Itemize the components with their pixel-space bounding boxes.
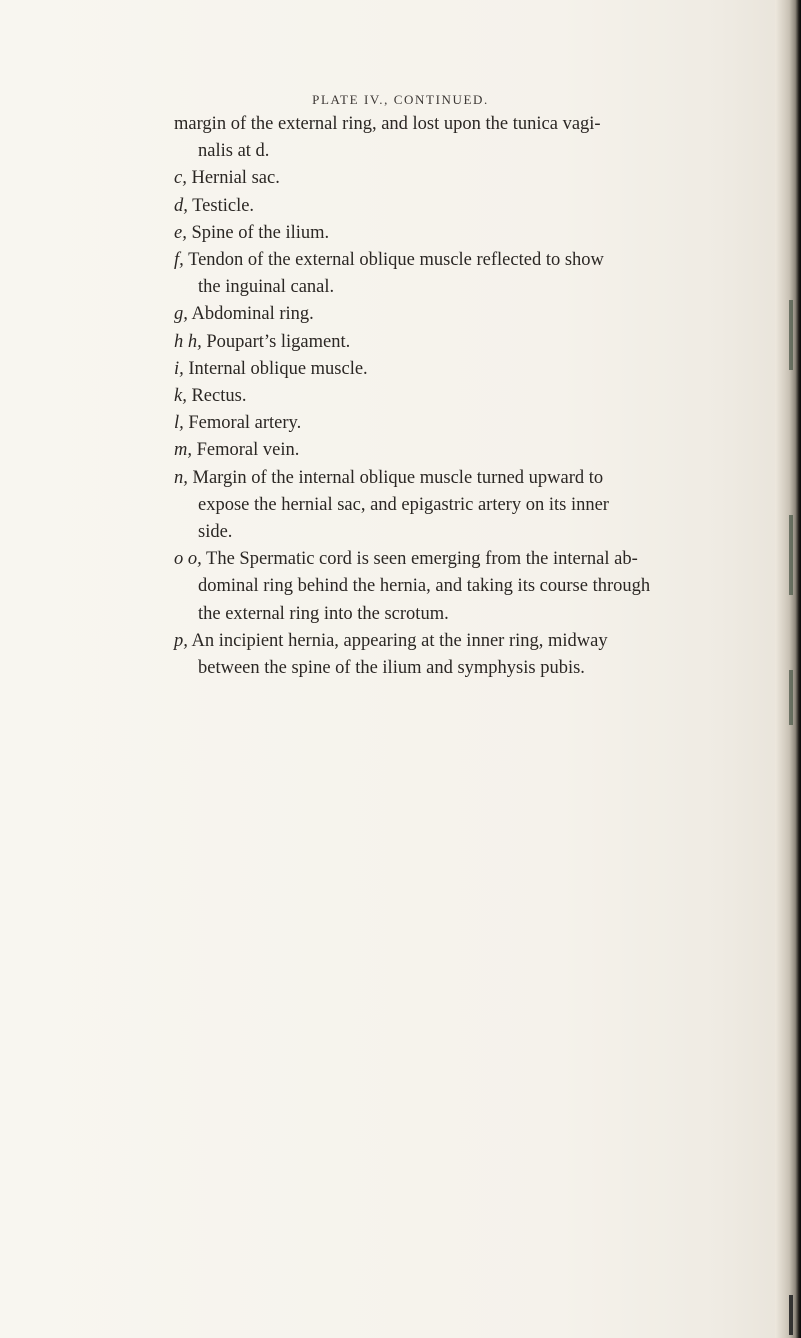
- entry-p: [174, 628, 734, 655]
- entry-text: Spine of the ilium.: [191, 222, 330, 243]
- entry-text: Hernial sac.: [191, 168, 280, 189]
- entry-text: dominal ring behind the hernia, and taking its course through: [198, 576, 651, 597]
- entry-text: expose the hernial sac, and epigastric artery on its inner: [198, 494, 609, 515]
- entry-text: An incipient hernia, appearing at the inner ring, midway: [191, 630, 608, 651]
- running-head: PLATE IV., CONTINUED.: [312, 92, 489, 107]
- entry-text: Margin of the internal oblique muscle turned upward to: [192, 467, 604, 488]
- entry-label: m,: [174, 440, 192, 461]
- entry-text: Femoral artery.: [188, 413, 302, 434]
- entry-text: Tendon of the external oblique muscle reflected to show: [188, 250, 604, 271]
- entry-label: n,: [174, 467, 188, 488]
- entry-i: [174, 356, 734, 383]
- entry-f-continuation: [174, 274, 734, 301]
- plate-description: [174, 111, 734, 682]
- entry-text: Internal oblique muscle.: [188, 358, 368, 379]
- entry-l: [174, 410, 734, 437]
- page-edge-shadow: [775, 0, 801, 1338]
- entry-text: side.: [198, 522, 233, 543]
- entry-oo: [174, 546, 734, 573]
- entry-d: [174, 193, 734, 220]
- entry-text: the inguinal canal.: [198, 277, 335, 298]
- edge-mark: [789, 515, 793, 595]
- entry-n-continuation-2: [174, 519, 734, 546]
- entry-g: [174, 301, 734, 328]
- entry-p-continuation: [174, 655, 734, 682]
- entry-f: [174, 247, 734, 274]
- entry-label: p,: [174, 630, 188, 651]
- entry-label: e,: [174, 222, 187, 243]
- entry-n: [174, 465, 734, 492]
- entry-text: Femoral vein.: [196, 440, 300, 461]
- entry-m: [174, 437, 734, 464]
- edge-mark: [789, 1295, 793, 1335]
- entry-e: [174, 220, 734, 247]
- entry-label: f,: [174, 250, 184, 271]
- entry-text: The Spermatic cord is seen emerging from the internal ab-: [206, 549, 638, 570]
- entry-text: Testicle.: [192, 195, 255, 216]
- entry-oo-continuation-1: [174, 573, 734, 600]
- entry-text: Rectus.: [191, 386, 247, 407]
- entry-label: h h,: [174, 331, 202, 352]
- entry-label: l,: [174, 413, 184, 434]
- entry-label: c,: [174, 168, 187, 189]
- intro-line: margin of the external ring, and lost upon the tunica vagi-: [174, 114, 601, 134]
- entry-oo-continuation-2: [174, 601, 734, 628]
- intro-line-continuation: [174, 138, 734, 165]
- entry-label: k,: [174, 386, 187, 407]
- edge-mark: [789, 670, 793, 725]
- intro-line-text: nalis at d.: [198, 141, 270, 162]
- entry-c: [174, 165, 734, 192]
- entry-n-continuation-1: [174, 492, 734, 519]
- entry-hh: [174, 329, 734, 356]
- entry-text: Poupart’s ligament.: [206, 331, 351, 352]
- edge-mark: [789, 300, 793, 370]
- entry-text: between the spine of the ilium and symphysis pubis.: [198, 658, 585, 679]
- entry-text: the external ring into the scrotum.: [198, 603, 449, 624]
- entry-label: g,: [174, 304, 188, 325]
- entry-k: [174, 383, 734, 410]
- entry-label: o o,: [174, 549, 202, 570]
- entry-label: d,: [174, 195, 188, 216]
- entry-label: i,: [174, 358, 184, 379]
- entry-text: Abdominal ring.: [191, 304, 314, 325]
